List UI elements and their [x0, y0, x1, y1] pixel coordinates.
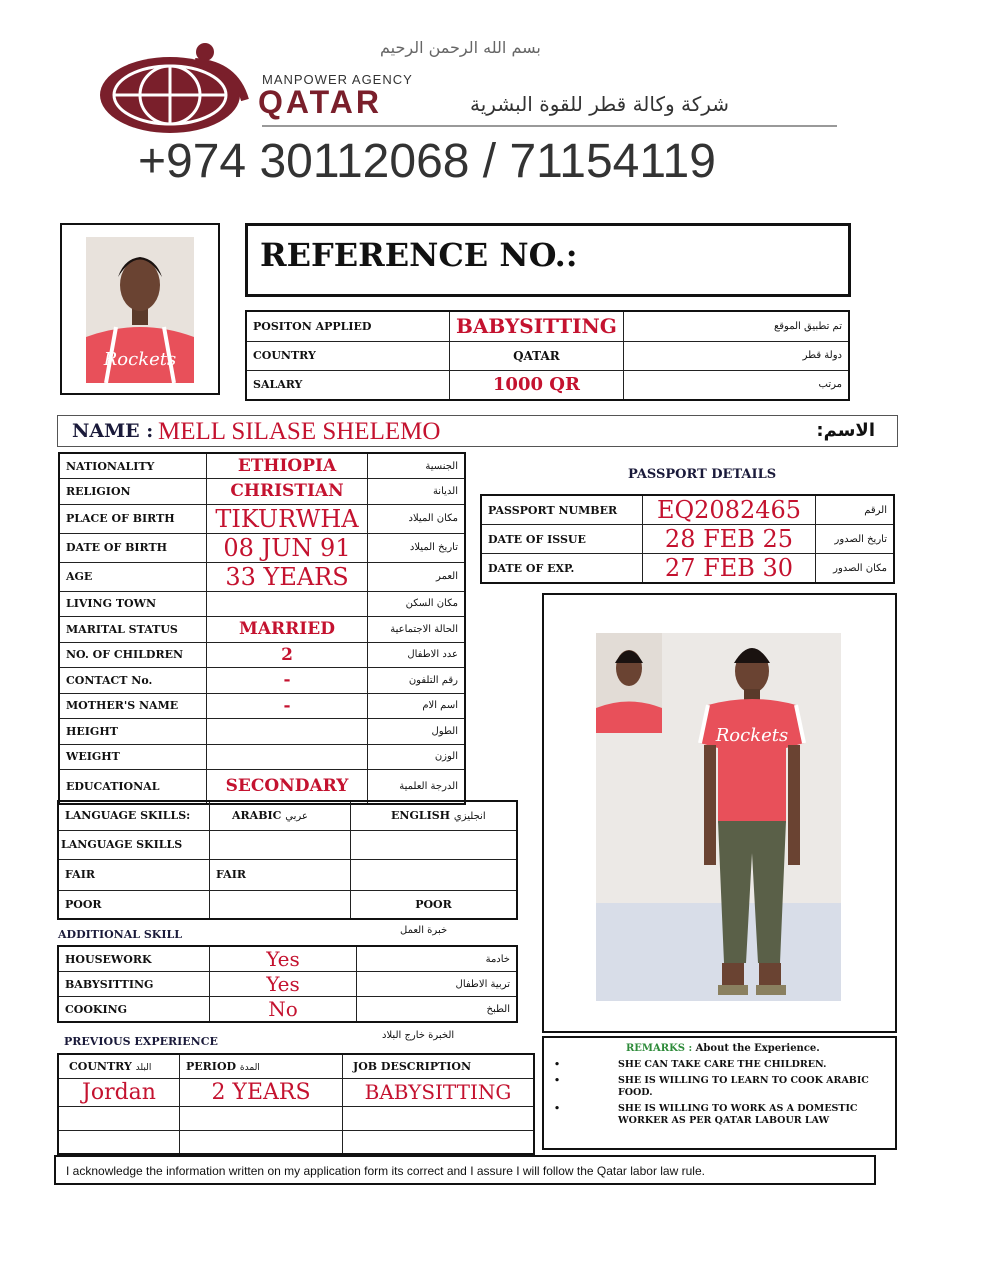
personal-arabic: رقم التلفون: [368, 668, 466, 694]
passport-label: PASSPORT NUMBER: [481, 495, 643, 525]
experience-job: [343, 1106, 535, 1130]
passport-label: DATE OF EXP.: [481, 554, 643, 584]
passport-label: DATE OF ISSUE: [481, 525, 643, 554]
personal-label: AGE: [59, 562, 207, 591]
table-row: [58, 997, 517, 1023]
personal-arabic: عدد الاطفال: [368, 642, 466, 668]
personal-value: [207, 591, 368, 617]
globe-logo-icon: [95, 40, 255, 135]
agency-name-line2: QATAR: [258, 84, 383, 120]
passport-value: 27 FEB 30: [643, 554, 816, 584]
personal-label: NATIONALITY: [59, 453, 207, 479]
personal-value: 2: [207, 642, 368, 668]
remark-text: SHE CAN TAKE CARE THE CHILDREN.: [618, 1059, 827, 1070]
table-row: [58, 1078, 534, 1106]
period-header-label: PERIOD: [186, 1059, 237, 1073]
header-rule: [262, 125, 837, 127]
position-value: BABYSITTING: [450, 311, 624, 341]
bullet-icon: •: [554, 1059, 561, 1070]
passport-arabic: الرقم: [816, 495, 895, 525]
personal-value: 08 JUN 91: [207, 533, 368, 562]
personal-label: LIVING TOWN: [59, 591, 207, 617]
personal-value: -: [207, 668, 368, 694]
job-header: JOB DESCRIPTION: [343, 1054, 535, 1078]
passport-table: [480, 494, 895, 584]
personal-value: [207, 744, 368, 770]
candidate-name: MELL SILASE SHELEMO: [158, 418, 441, 445]
english-header-ar: انجليزي: [453, 811, 486, 823]
personal-value: CHRISTIAN: [207, 479, 368, 505]
skill-arabic: خادمة: [357, 946, 518, 972]
experience-country: [58, 1106, 180, 1130]
table-row: [481, 554, 894, 584]
personal-label: PLACE OF BIRTH: [59, 504, 207, 533]
phone-numbers: +974 30112068 / 71154119: [138, 135, 716, 188]
table-row: [58, 972, 517, 997]
period-header-ar: المدة: [239, 1062, 260, 1073]
experience-table: [57, 1053, 535, 1155]
passport-value: 28 FEB 25: [643, 525, 816, 554]
full-length-photo: [596, 633, 841, 1001]
salary-arabic: مرتب: [623, 370, 849, 400]
personal-arabic: الحالة الاجتماعية: [368, 617, 466, 643]
additional-skill-title-arabic: خبرة العمل: [400, 925, 448, 936]
table-row: [59, 719, 465, 745]
language-cell: [210, 830, 351, 859]
personal-label: EDUCATIONAL: [59, 770, 207, 804]
bullet-icon: •: [554, 1103, 561, 1114]
remark-text: SHE IS WILLING TO WORK AS A DOMESTIC WORKER AS PER QATAR LABOUR LAW: [618, 1103, 858, 1126]
table-row: [59, 504, 465, 533]
table-row: [58, 859, 517, 890]
skill-label: COOKING: [58, 997, 210, 1023]
table-row: [246, 370, 849, 400]
language-cell: LANGUAGE SKILLS: [58, 830, 210, 859]
passport-title: PASSPORT DETAILS: [628, 467, 777, 482]
table-row: [58, 1106, 534, 1130]
personal-value: -: [207, 693, 368, 719]
personal-value: 33 YEARS: [207, 562, 368, 591]
personal-label: DATE OF BIRTH: [59, 533, 207, 562]
table-row: [58, 1130, 534, 1154]
arabic-header-ar: عربي: [285, 811, 308, 823]
bismillah: بسم الله الرحمن الرحيم: [380, 38, 541, 57]
table-row: [59, 770, 465, 804]
passport-arabic: مكان الصدور: [816, 554, 895, 584]
personal-label: HEIGHT: [59, 719, 207, 745]
experience-job: BABYSITTING: [343, 1078, 535, 1106]
skill-label: BABYSITTING: [58, 972, 210, 997]
table-row: [246, 341, 849, 370]
table-row: [59, 693, 465, 719]
language-cell: [351, 859, 518, 890]
table-row: [481, 495, 894, 525]
language-cell: FAIR: [58, 859, 210, 890]
previous-experience-title-arabic: الخبرة خارج البلاد: [382, 1030, 455, 1041]
full-photo-frame: [542, 593, 897, 1033]
experience-country: Jordan: [58, 1078, 180, 1106]
salary-label: SALARY: [246, 370, 450, 400]
acknowledgement-box: [54, 1155, 876, 1185]
experience-period: 2 YEARS: [180, 1078, 343, 1106]
salary-value: 1000 QR: [450, 370, 624, 400]
remark-text: SHE IS WILLING TO LEARN TO COOK ARABIC FOOD.: [618, 1075, 869, 1098]
experience-period: [180, 1130, 343, 1154]
language-cell: POOR: [351, 890, 518, 919]
language-cell: POOR: [58, 890, 210, 919]
personal-arabic: الجنسية: [368, 453, 466, 479]
acknowledgement-text: I acknowledge the information written on my application form its correct and I assure I will follow the Qatar labor law rule.: [66, 1164, 705, 1178]
personal-label: NO. OF CHILDREN: [59, 642, 207, 668]
personal-details-table: [58, 452, 466, 805]
personal-label: RELIGION: [59, 479, 207, 505]
personal-label: WEIGHT: [59, 744, 207, 770]
english-header-label: ENGLISH: [391, 809, 451, 823]
personal-value: [207, 719, 368, 745]
personal-arabic: الديانة: [368, 479, 466, 505]
reference-label: REFERENCE NO.:: [260, 236, 578, 274]
personal-arabic: اسم الام: [368, 693, 466, 719]
personal-value: MARRIED: [207, 617, 368, 643]
country-value: QATAR: [450, 341, 624, 370]
skill-label: HOUSEWORK: [58, 946, 210, 972]
agency-logo: [95, 40, 255, 135]
table-row: [59, 668, 465, 694]
language-skills-table: [57, 800, 518, 920]
table-row: [58, 946, 517, 972]
country-label: COUNTRY: [246, 341, 450, 370]
position-table: [245, 310, 850, 401]
personal-value: SECONDARY: [207, 770, 368, 804]
personal-arabic: الدرجة العلمية: [368, 770, 466, 804]
additional-skill-table: [57, 945, 518, 1023]
table-row: [59, 453, 465, 479]
passport-arabic: تاريخ الصدور: [816, 525, 895, 554]
name-label: NAME :: [72, 420, 154, 442]
position-label: POSITON APPLIED: [246, 311, 450, 341]
period-header: [180, 1054, 343, 1078]
agency-name-arabic: شركة وكالة قطر للقوة البشرية: [470, 92, 730, 116]
bullet-icon: •: [554, 1075, 561, 1086]
country-arabic: دولة قطر: [623, 341, 849, 370]
personal-label: MARITAL STATUS: [59, 617, 207, 643]
portrait-photo: [86, 237, 194, 383]
remark-item: [554, 1059, 889, 1071]
remarks-box: [542, 1036, 897, 1150]
language-cell: [351, 830, 518, 859]
table-row: [58, 1054, 534, 1078]
skill-arabic: الطبخ: [357, 997, 518, 1023]
skill-value: No: [210, 997, 357, 1023]
remarks-list: [554, 1059, 889, 1131]
personal-value: TIKURWHA: [207, 504, 368, 533]
table-row: [59, 642, 465, 668]
table-row: [246, 311, 849, 341]
additional-skill-title: ADDITIONAL SKILL: [58, 928, 182, 941]
previous-experience-title: PREVIOUS EXPERIENCE: [64, 1035, 218, 1048]
personal-arabic: مكان السكن: [368, 591, 466, 617]
personal-arabic: الوزن: [368, 744, 466, 770]
experience-country: [58, 1130, 180, 1154]
personal-label: CONTACT No.: [59, 668, 207, 694]
passport-value: EQ2082465: [643, 495, 816, 525]
table-row: [58, 830, 517, 859]
remarks-label: REMARKS :: [626, 1043, 693, 1054]
table-row: [59, 617, 465, 643]
portrait-photo-frame: [60, 223, 220, 395]
language-cell: FAIR: [210, 859, 351, 890]
skill-value: Yes: [210, 972, 357, 997]
personal-label: MOTHER'S NAME: [59, 693, 207, 719]
agency-name-line1: MANPOWER AGENCY: [262, 72, 413, 87]
remark-item: [554, 1075, 889, 1099]
country-header: [58, 1054, 180, 1078]
language-cell: [210, 890, 351, 919]
table-row: [481, 525, 894, 554]
reference-box: [245, 223, 851, 297]
arabic-header-label: ARABIC: [232, 809, 282, 823]
name-bar: [57, 415, 898, 447]
table-row: [58, 801, 517, 830]
table-row: [59, 562, 465, 591]
shirt-logo-text: Rockets: [103, 349, 177, 370]
country-header-ar: البلد: [135, 1062, 152, 1073]
personal-arabic: تاريخ الميلاد: [368, 533, 466, 562]
skill-arabic: تربية الاطفال: [357, 972, 518, 997]
shirt-logo-text-2: Rockets: [715, 725, 789, 746]
name-arabic: الاسم:: [816, 420, 875, 441]
experience-period: [180, 1106, 343, 1130]
table-row: [59, 591, 465, 617]
english-header: [351, 801, 518, 830]
table-row: [59, 479, 465, 505]
experience-job: [343, 1130, 535, 1154]
country-header-label: COUNTRY: [69, 1059, 132, 1073]
remarks-heading: [626, 1043, 820, 1054]
personal-arabic: الطول: [368, 719, 466, 745]
language-header-label: LANGUAGE SKILLS:: [58, 801, 210, 830]
skill-value: Yes: [210, 946, 357, 972]
table-row: [58, 890, 517, 919]
position-arabic: تم تطبيق الموقع: [623, 311, 849, 341]
personal-value: ETHIOPIA: [207, 453, 368, 479]
table-row: [59, 744, 465, 770]
remarks-sub: About the Experience.: [695, 1043, 820, 1054]
remark-item: [554, 1103, 889, 1127]
personal-arabic: العمر: [368, 562, 466, 591]
personal-arabic: مكان الميلاد: [368, 504, 466, 533]
arabic-header: [210, 801, 351, 830]
table-row: [59, 533, 465, 562]
